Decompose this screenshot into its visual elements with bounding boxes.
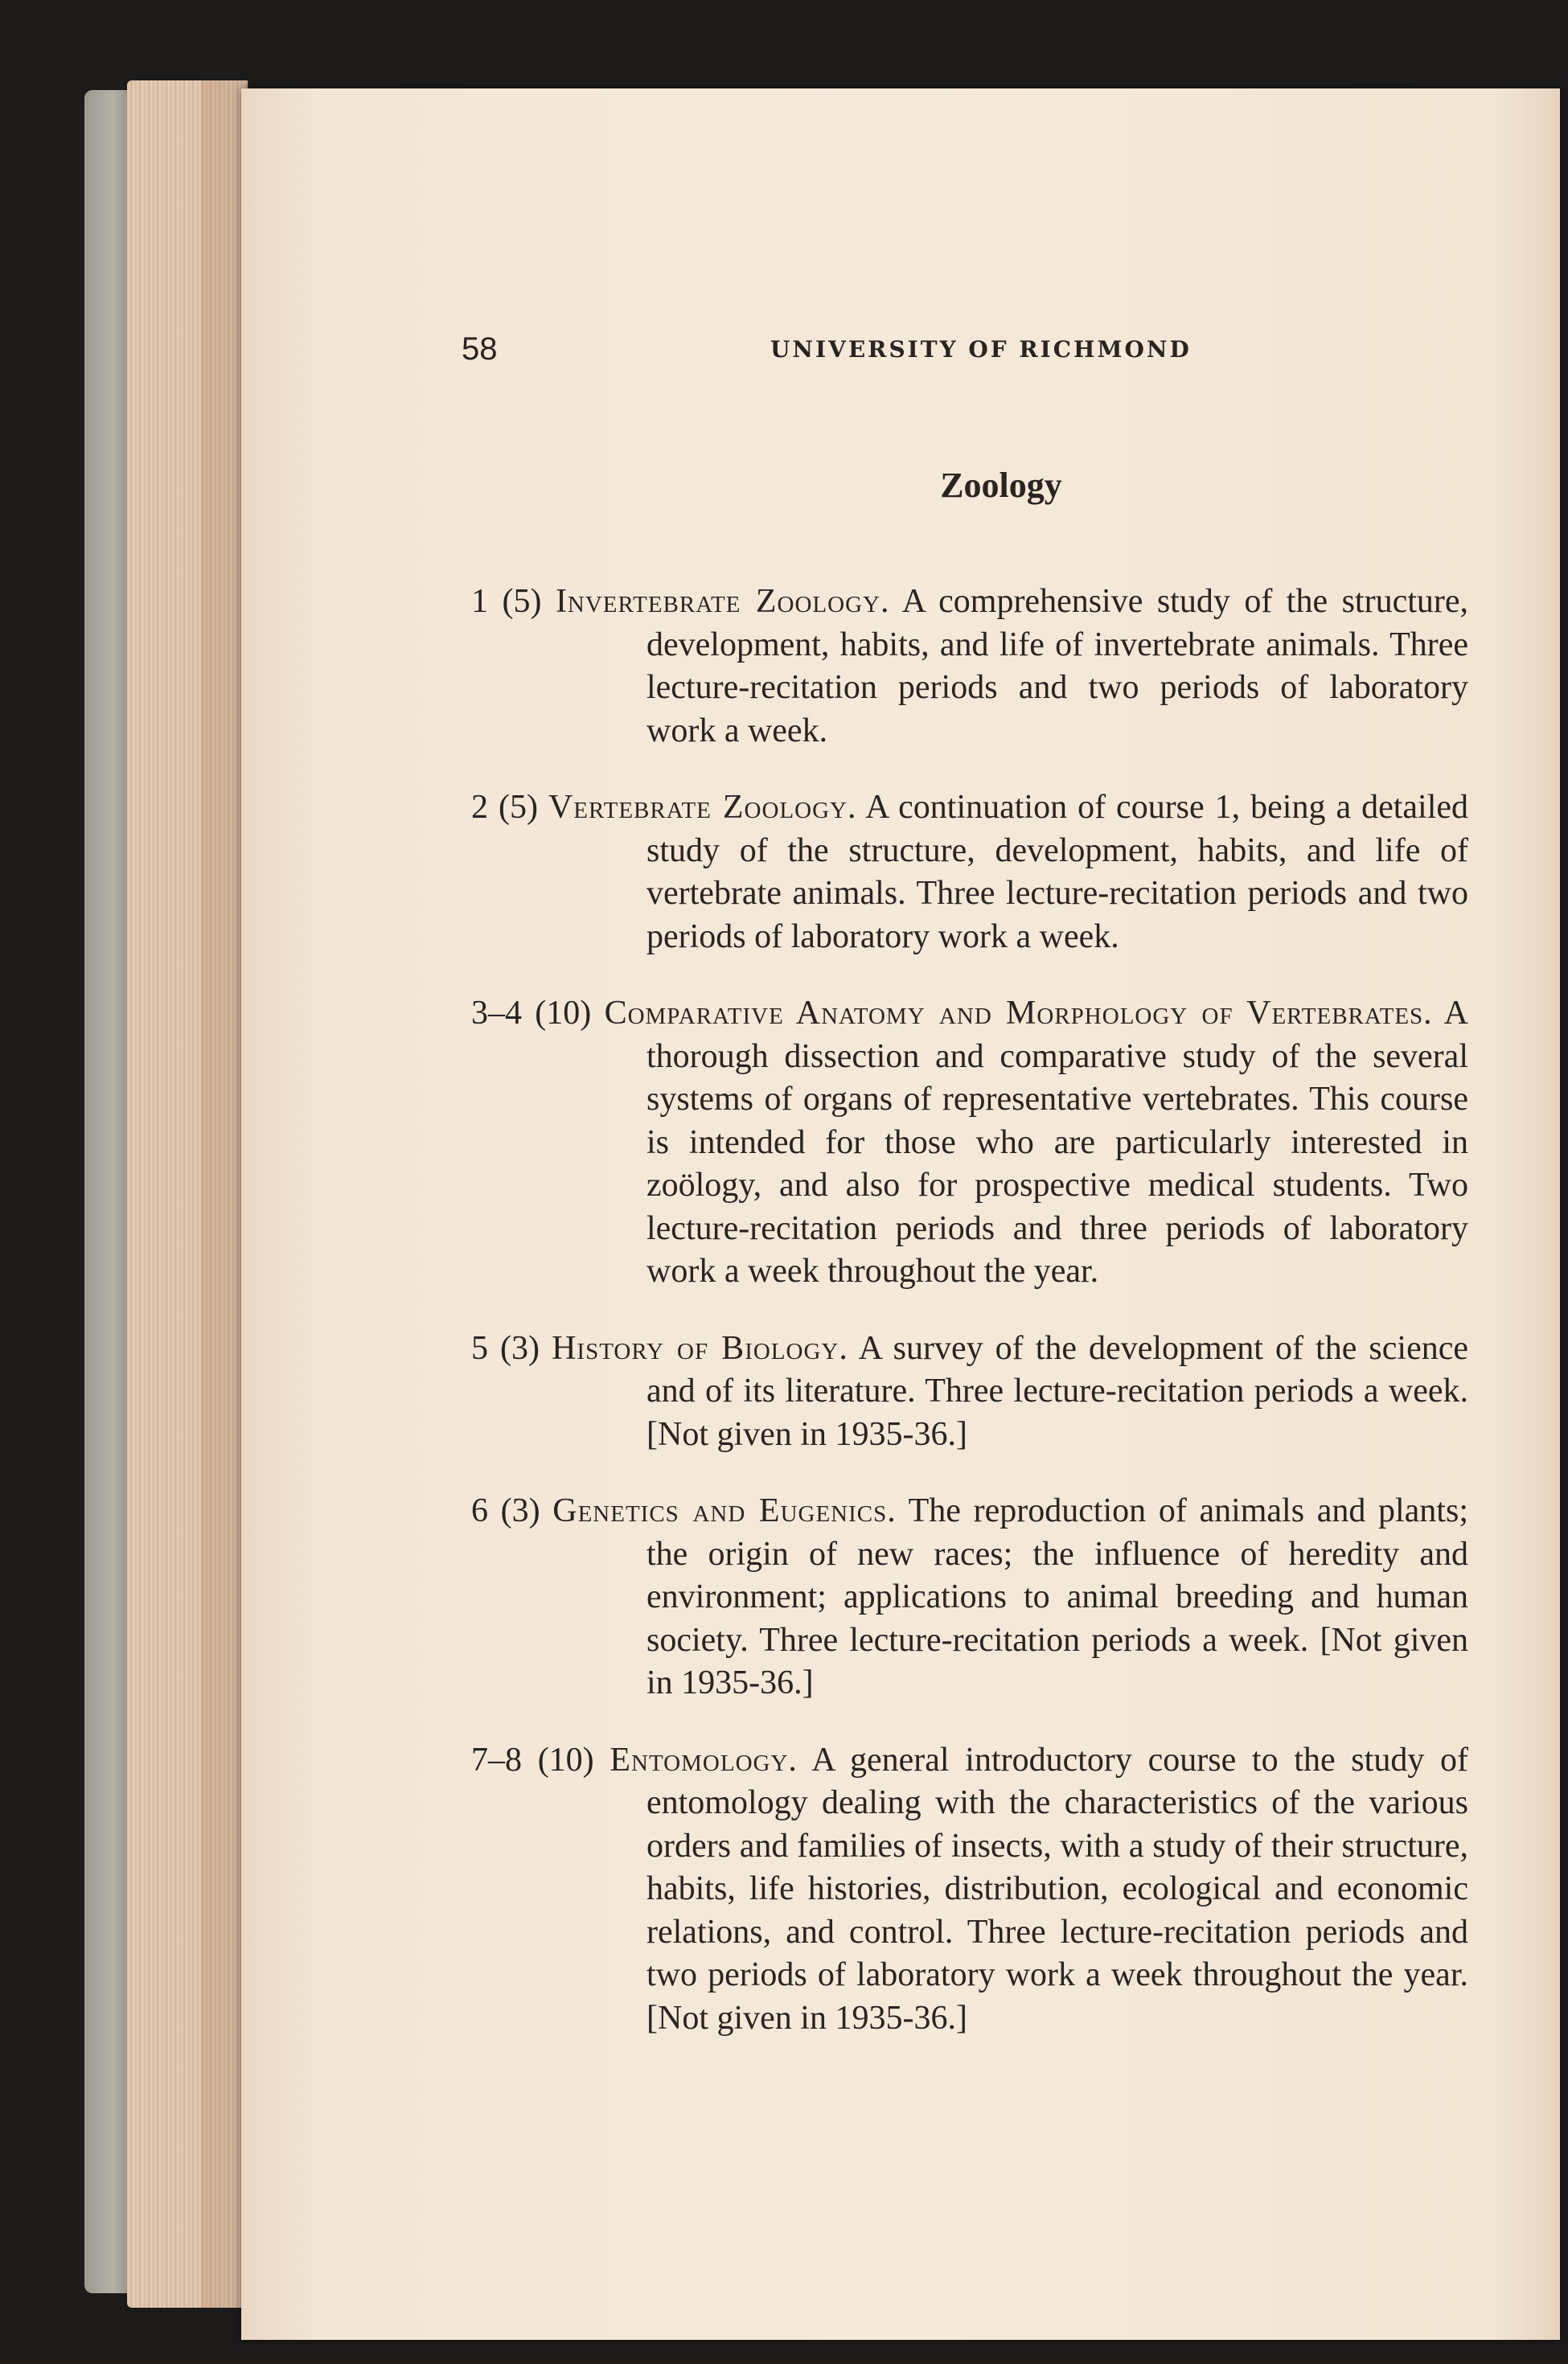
- course-title: Invertebrate Zoology.: [555, 583, 890, 620]
- course-number: 5 (3): [471, 1329, 540, 1367]
- course-entry: [471, 1739, 1468, 2041]
- course-title: Genetics and Eugenics.: [552, 1492, 897, 1529]
- course-description: A thorough dissection and comparative study of the several systems of organs of representative vertebrates. This course is intended for those who are particularly interested in zoölogy, and also for prospective medical students. Two lecture-recitation periods and three periods of laboratory work a week throughout the year.: [646, 995, 1468, 1290]
- running-head: UNIVERSITY OF RICHMOND: [770, 336, 1192, 363]
- course-entry: [471, 992, 1468, 1294]
- course-entry: [471, 581, 1468, 753]
- section-title: Zoology: [940, 466, 1062, 505]
- course-entry: [471, 786, 1468, 958]
- course-description: A survey of the development of the science and of its literature. Three lecture-recitation periods a week. [Not given in 1935-36.]: [646, 1329, 1468, 1453]
- page-number: 58: [462, 331, 498, 367]
- course-number: 6 (3): [471, 1492, 540, 1529]
- course-list: [471, 547, 1468, 2067]
- course-title: History of Biology.: [552, 1329, 848, 1367]
- course-title: Comparative Anatomy and Morphology of Vertebrates.: [604, 995, 1433, 1032]
- course-entry: [471, 1490, 1468, 1705]
- course-number: 2 (5): [471, 789, 538, 826]
- course-number: 7–8 (10): [471, 1741, 594, 1779]
- course-number: 3–4 (10): [471, 995, 592, 1032]
- course-description: A general introductory course to the study of entomology dealing with the characteristics of the various orders and families of insects, with a study of their structure, habits, life histories, distribution, ecological and economic relations, and control. Three lecture-recitation periods and two periods of laboratory work a week throughout the year. [Not given in 1935-36.]: [646, 1741, 1469, 2037]
- course-description: A comprehensive study of the structure, development, habits, and life of invertebrate animals. Three lecture-recitation periods and two periods of laboratory work a week.: [646, 583, 1469, 749]
- course-description: A continuation of course 1, being a detailed study of the structure, development, habits, and life of vertebrate animals. Three lecture-recitation periods and two periods of laboratory work a week.: [646, 789, 1468, 955]
- course-title: Vertebrate Zoology.: [548, 789, 857, 826]
- book-cover-edge: [84, 90, 133, 2293]
- course-entry: [471, 1328, 1468, 1457]
- course-number: 1 (5): [471, 583, 542, 620]
- course-description: The reproduction of animals and plants; the origin of new races; the influence of heredity and environment; applications to animal breeding and human society. Three lecture-recitation periods a week. [Not given in 1935-36.]: [646, 1492, 1468, 1701]
- course-title: Entomology.: [610, 1741, 798, 1779]
